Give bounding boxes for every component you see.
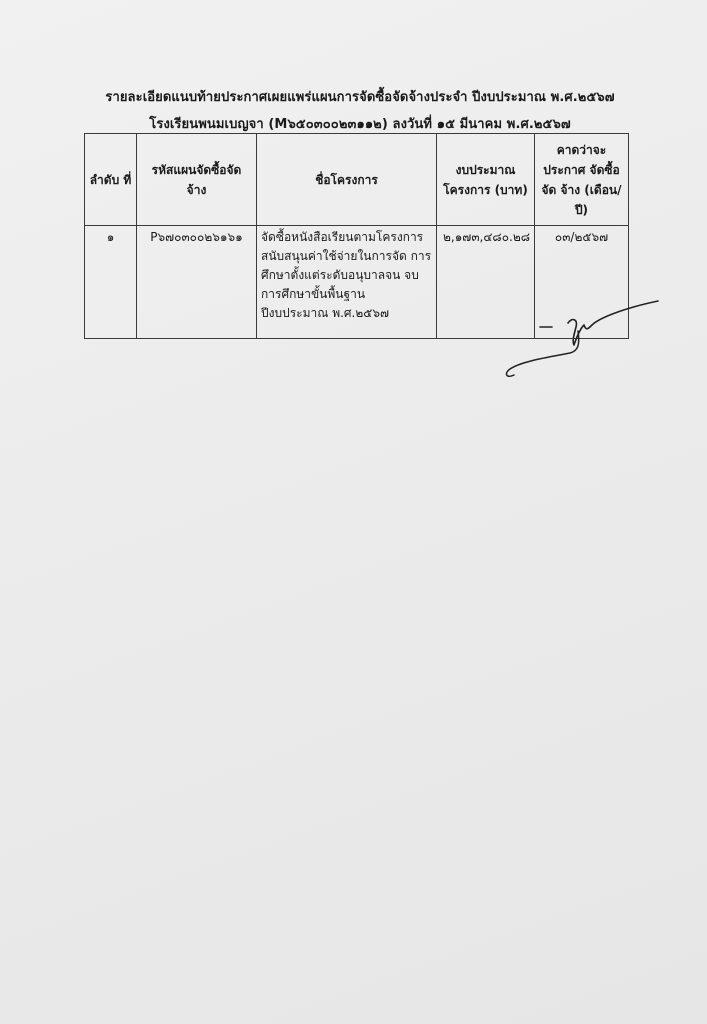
header-project-name: ชื่อโครงการ	[257, 134, 437, 226]
header-budget: งบประมาณ โครงการ (บาท)	[437, 134, 535, 226]
cell-plan-code: P๖๗๐๓๐๐๒๖๑๖๑	[137, 226, 257, 339]
header-plan-code: รหัสแผนจัดซื้อจัด จ้าง	[137, 134, 257, 226]
header-announce-date: คาดว่าจะ ประกาศ จัดซื้อ จัด จ้าง (เดือน/ปี)	[535, 134, 629, 226]
handwritten-signature-icon	[500, 295, 670, 385]
cell-budget: ๒,๑๗๓,๔๘๐.๒๘	[437, 226, 535, 339]
header-no: ลำดับ ที่	[85, 134, 137, 226]
cell-announce-date: ๐๓/๒๕๖๗	[535, 226, 629, 339]
cell-no: ๑	[85, 226, 137, 339]
document-title-line-1: รายละเอียดแนบท้ายประกาศเผยแพร่แผนการจัดซื้อจัดจ้างประจำ ปีงบประมาณ พ.ศ.๒๕๖๗	[105, 90, 615, 105]
cell-project-name: จัดซื้อหนังสือเรียนตามโครงการ สนับสนุนค่าใช้จ่ายในการจัด การศึกษาตั้งแต่ระดับอนุบาลจน จบการศึกษาขั้นพื้นฐาน ปีงบประมาณ พ.ศ.๒๕๖๗	[257, 226, 437, 339]
table-header-row	[85, 134, 629, 226]
document-title-line-2: โรงเรียนพนมเบญจา (M๖๕๐๓๐๐๒๓๑๑๒) ลงวันที่ ๑๕ มีนาคม พ.ศ.๒๕๖๗	[149, 117, 571, 132]
